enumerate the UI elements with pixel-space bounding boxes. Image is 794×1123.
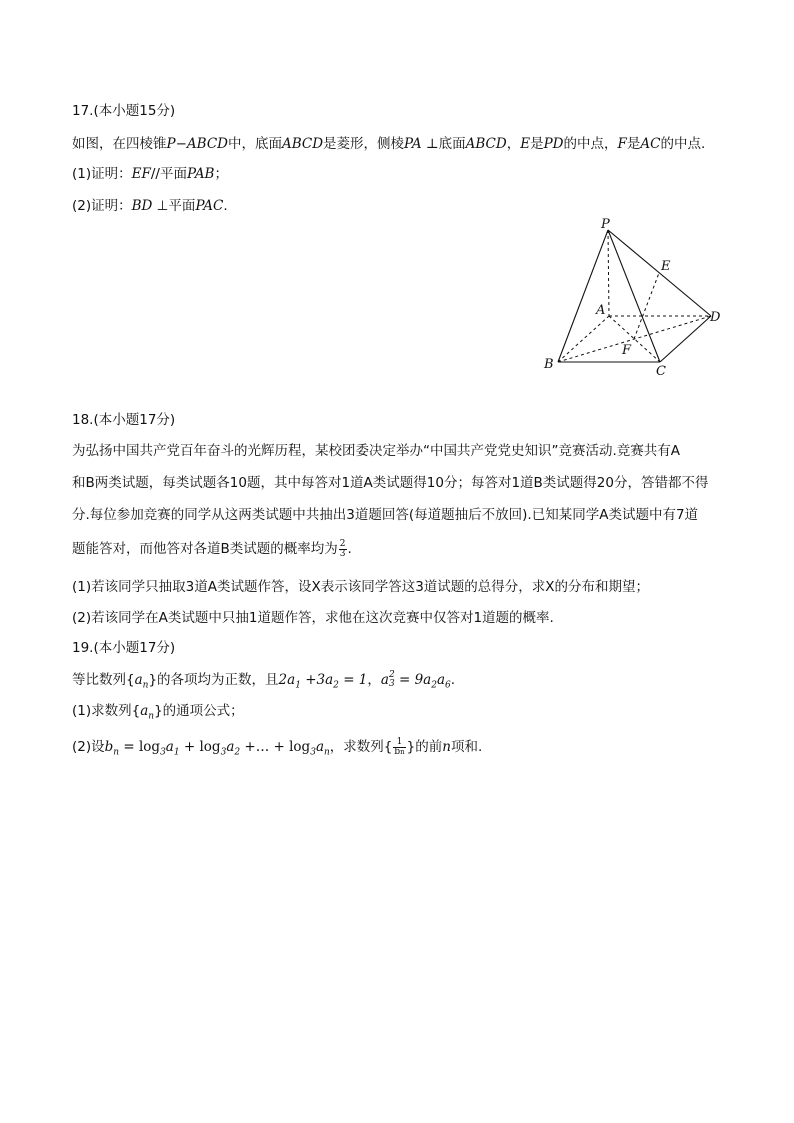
q19-stem-math: a	[380, 672, 389, 688]
q19-part2-math: a	[165, 739, 174, 755]
q19-part2-text: (2)设	[72, 739, 105, 755]
fraction-denominator: 3	[339, 548, 346, 559]
q19-part2	[72, 737, 732, 763]
q19-part1-math: a	[140, 703, 149, 719]
q19-stem-text: 等比数列{	[72, 672, 135, 688]
q18-part1	[72, 577, 732, 597]
q17-stem	[72, 134, 732, 154]
q18-fraction	[339, 540, 347, 559]
q19-stem-math: = 1	[338, 672, 368, 688]
q19-stem-math: +3a	[300, 672, 334, 688]
q18-line2	[72, 473, 732, 493]
q19-stem-math: 2a	[278, 672, 296, 688]
q18-line4-end: .	[347, 541, 352, 557]
q18-part2-text: (2)若该同学在A类试题中只抽1道题作答，求他在这次竞赛中仅答对1道题的概率.	[72, 610, 554, 626]
fraction-numerator: 2	[339, 538, 346, 549]
q17-stem-text: 底面	[438, 136, 466, 152]
q17-header-text: 17.(本小题15分)	[72, 103, 176, 119]
q17-part1-math: EF	[131, 166, 151, 182]
q18-line4	[72, 539, 732, 559]
pyramid-figure	[538, 218, 728, 378]
q19-part2-text: }的前	[406, 739, 443, 755]
edge-cd	[660, 316, 711, 362]
q19-part2-sub: 3	[310, 747, 316, 758]
q17-part2-math: PAC	[195, 198, 224, 214]
edge-pa	[608, 230, 609, 316]
q19-stem-sub: 2	[333, 680, 339, 691]
q17-part2-text: .	[223, 198, 228, 214]
q17-part1-math: PAB	[186, 166, 215, 182]
label-b: B	[544, 357, 554, 372]
q19-part2-sub: 3	[160, 747, 166, 758]
label-e: E	[661, 259, 671, 274]
q19-part2-math: n	[442, 739, 451, 755]
q19-stem-text: .	[450, 672, 456, 688]
q18-line1	[72, 441, 732, 461]
label-c: C	[656, 364, 666, 378]
q17-stem-text: 是	[530, 136, 544, 152]
q18-line1-text: 为弘扬中国共产党百年奋斗的光辉历程，某校团委决定举办“中国共产党党史知识”竞赛活动.竞赛共有A	[72, 443, 681, 459]
q17-stem-math: ABCD	[465, 136, 507, 152]
edge-pd	[608, 230, 711, 316]
label-f: F	[622, 343, 632, 358]
q17-part1-text: //平面	[150, 166, 187, 182]
q17-stem-text: 是菱形，侧棱	[323, 136, 405, 152]
label-p: P	[601, 218, 610, 232]
q19-part2-sub: 2	[234, 747, 241, 758]
q17-part2	[72, 196, 732, 216]
q19-stem-text: }的各项均为正数，且	[148, 672, 279, 688]
q17-stem-math: P−ABCD	[166, 136, 228, 152]
q17-stem-text: 的中点.	[660, 136, 706, 152]
q19-stem-text: ，	[367, 672, 381, 688]
q19-stem-sub: 1	[295, 680, 301, 691]
fraction-denominator	[393, 748, 405, 757]
edge-pb	[558, 230, 608, 362]
q19-part1-text: }的通项公式；	[154, 703, 244, 719]
q17-stem-text: 中，底面	[227, 136, 282, 152]
q18-line3-text: 分.每位参加竞赛的同学从这两类试题中共抽出3道题回答(每道题抽后不放回).已知某同学A类试题中有7道	[72, 507, 699, 523]
q17-stem-text: 如图，在四棱锥	[72, 136, 167, 152]
label-d: D	[710, 310, 721, 325]
q17-stem-text: 是	[626, 136, 641, 152]
q18-part2	[72, 608, 732, 628]
q19-stem-sub: 6	[445, 680, 451, 691]
edge-ba	[558, 316, 609, 362]
fraction-denominator-b: b	[394, 746, 401, 757]
q17-part2-text: (2)证明：	[72, 198, 132, 214]
q17-stem-math: ABCD	[281, 136, 324, 152]
q17-stem-math: AC	[640, 136, 661, 152]
q17-stem-math: F	[617, 136, 627, 152]
q17-part2-math: BD	[131, 198, 153, 214]
q19-part1-sub: n	[148, 711, 155, 722]
q19-stem	[72, 670, 732, 696]
q19-part2-text: 项和.	[450, 739, 483, 755]
q19-fraction	[393, 738, 405, 757]
q17-stem-text: ，	[506, 136, 521, 152]
q18-line3	[72, 505, 732, 525]
q18-header	[72, 410, 732, 430]
q19-part2-sub: n	[324, 747, 330, 758]
q19-part2-math: a	[226, 739, 235, 755]
q17-part2-text: ⊥平面	[152, 198, 196, 214]
edge-pc	[608, 230, 660, 362]
label-a: A	[596, 303, 606, 318]
q19-part2-math: b	[104, 739, 114, 755]
q19-stem-sub: n	[142, 680, 149, 691]
q17-part1	[72, 164, 732, 184]
q19-part2-math: +… + log	[240, 739, 311, 755]
q19-stem-math: = 9a	[394, 672, 432, 688]
q19-part2-sub: 3	[220, 747, 227, 758]
q17-stem-math: PA ⊥	[404, 136, 439, 152]
q19-part2-sub: n	[113, 747, 120, 758]
q17-header	[72, 101, 732, 121]
q17-stem-math: E	[520, 136, 531, 152]
q19-stem-math: a	[134, 672, 143, 688]
q18-line4-text: 题能答对，而他答对各道B类试题的概率均为	[72, 541, 338, 557]
q19-stem-sub: 2	[431, 680, 437, 691]
q17-stem-text: 的中点，	[563, 136, 618, 152]
q19-part2-math: = log	[119, 739, 161, 755]
q18-header-text: 18.(本小题17分)	[72, 412, 176, 428]
q19-stem-sub: 3	[388, 679, 395, 689]
q19-header	[72, 638, 732, 658]
q18-line2-text: 和B两类试题，每类试题各10题，其中每答对1道A类试题得10分；每答对1道B类试题得20分，答错都不得	[72, 475, 709, 491]
q19-stem-sup: 2	[388, 670, 395, 680]
q19-part1-text: (1)求数列{	[72, 703, 141, 719]
q19-part2-math: a	[315, 739, 324, 755]
q17-part1-text: ；	[214, 166, 228, 182]
fraction-denominator-sub: n	[400, 747, 405, 756]
q19-part2-sub: 1	[173, 747, 180, 758]
q19-stem-math: a	[436, 672, 446, 688]
q19-part2-math: + log	[179, 739, 221, 755]
fraction-numerator: 1	[393, 738, 405, 748]
q17-stem-math: PD	[543, 136, 564, 152]
q18-part1-text: (1)若该同学只抽取3道A类试题作答，设X表示该同学答这3道试题的总得分，求X的分布和期望；	[72, 579, 650, 595]
q19-part2-text: ，求数列{	[329, 739, 393, 755]
q19-part1	[72, 701, 732, 727]
q19-header-text: 19.(本小题17分)	[72, 640, 176, 656]
q17-part1-text: (1)证明：	[72, 166, 132, 182]
